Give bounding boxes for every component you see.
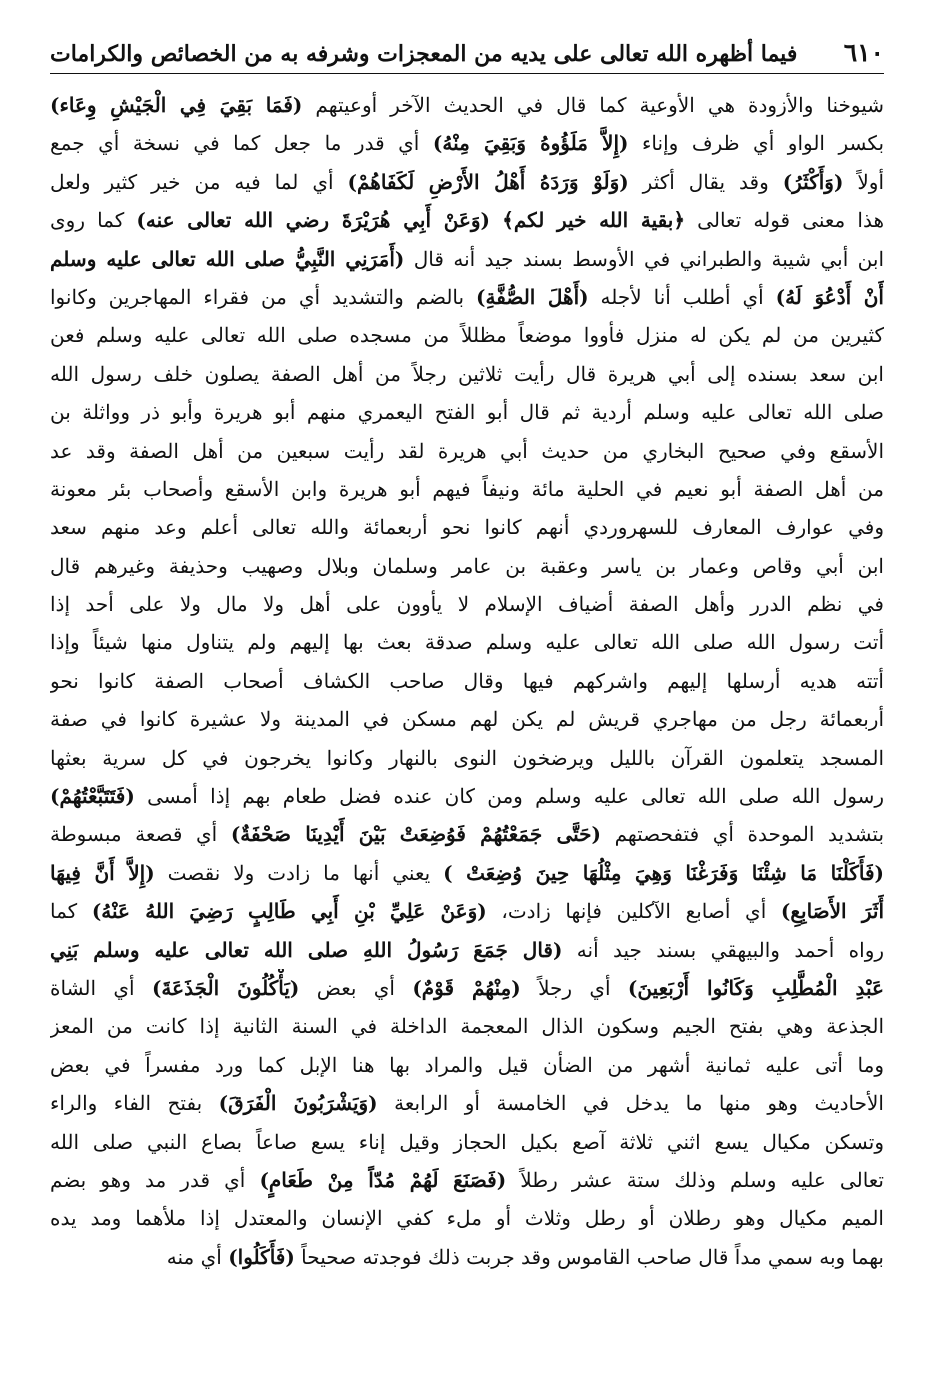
commentary-text: ابن سعد بسنده إلى أبي هريرة قال رأيت ثلاثين رجلاً من أهل الصفة يصلون خلف رسول الله	[50, 361, 884, 386]
commentary-text: في نظم الدرر وأهل الصفة أضياف الإسلام لا يأوون على أهل ولا مال ولا على أحد إذا	[50, 592, 884, 617]
commentary-text: أتت رسول الله صلى الله تعالى عليه وسلم صدقة بعث بها إليهم ولم يتناول منها شيئاً وإذا	[50, 630, 884, 655]
commentary-text: كما روى	[50, 208, 137, 233]
commentary-text: رواه أحمد والبيهقي بسند جيد أنه	[562, 937, 884, 962]
quoted-text: (فَأَكَلْنَا مَا شِئْنَا وَفَرَغْنَا وَهِيَ مِثْلُهَا حِينَ وُضِعَتْ )	[443, 860, 884, 885]
commentary-text: ابن أبي وقاص وعمار بن ياسر وعقبة بن عامر وسلمان وبلال وصهيب وحذيفة وغيرهم قال	[50, 553, 884, 578]
page-number: ٦١٠	[843, 38, 884, 67]
text-line	[50, 1161, 884, 1199]
commentary-text: أي الشاة	[50, 975, 152, 1000]
commentary-text: بهما وبه سمي مداً قال صاحب القاموس وقد جربت ذلك فوجدته صحيحاً	[294, 1244, 884, 1269]
text-line	[50, 355, 884, 393]
commentary-text	[490, 208, 502, 232]
quoted-text: (وَعَنْ أَبِي هُرَيْرَةَ رضي الله تعالى عنه)	[136, 208, 490, 233]
commentary-text: بفتح الفاء والراء	[50, 1091, 219, 1116]
commentary-text: وقد يقال أكثر	[628, 169, 783, 194]
commentary-text: كثيرين من لم يكن له منزل فأووا موضعاً مظللاً من مسجده صلى الله تعالى عليه وسلم فعن	[50, 323, 884, 348]
quoted-text: (وَأَكْثَرُ)	[782, 169, 844, 194]
quoted-text: (فَأَكَلُوا)	[228, 1244, 295, 1269]
quoted-text: (أَهْلَ الصُّفَّةِ)	[476, 284, 589, 309]
text-line	[50, 1007, 884, 1045]
commentary-text: ابن أبي شيبة والطبراني في الأوسط بسند جيد أنه قال	[404, 246, 884, 271]
commentary-text: أي قدر ما جعل كما في نسخة أي جمع	[50, 131, 433, 156]
text-line	[50, 1238, 884, 1276]
commentary-text: أتته هديه أرسلها إليهم واشركهم فيها وقال صاحب الكشاف أصحاب الصفة كانوا نحو	[50, 668, 884, 693]
quoted-text: (مِنْهُمْ قَوْمٌ)	[412, 975, 521, 1000]
commentary-text: وفي عوارف المعارف للسهروردي أنهم كانوا نحو أربعمائة والله تعالى أعلم وعد منهم سعد	[50, 515, 884, 540]
quoted-text: (فَتَتَبَّعْتُهُمْ)	[50, 784, 135, 809]
commentary-text: المسجد يتعلمون القرآن بالليل ويرضخون النوى بالنهار وكانوا يخرجون في كل سرية بعثها	[50, 745, 884, 770]
text-line	[50, 892, 884, 930]
commentary-text: تعالى عليه وسلم وذلك ستة عشر رطلاً	[506, 1167, 884, 1192]
commentary-text: هذا معنى قوله تعالى	[685, 208, 884, 233]
commentary-text: بالضم والتشديد أي من فقراء المهاجرين وكانوا	[50, 284, 477, 309]
quoted-text: (فَمَا بَقِيَ فِي الْجَيْشِ وِعَاء)	[50, 93, 303, 117]
text-line	[50, 432, 884, 470]
commentary-text: وتسكن مكيال يسع اثني ثلاثة آصع بكيل الحجاز وقيل إناء يسع صاعاً بصاع النبي صلى الله	[50, 1129, 884, 1154]
quoted-text: ﴿بقية الله خير لكم﴾	[502, 208, 686, 233]
text-line	[50, 1046, 884, 1084]
commentary-text: كما	[50, 899, 92, 924]
commentary-text: أي رجلاً	[520, 975, 628, 1000]
commentary-text: بكسر الواو أي ظرف وإناء	[628, 131, 884, 156]
commentary-text: أي لما فيه من خير كثير ولعل	[50, 169, 348, 194]
quoted-text: عَبْدِ الْمُطَّلِبِ وَكَانُوا أَرْبَعِينَ)	[627, 975, 884, 1000]
text-line	[50, 86, 884, 124]
commentary-text: شيوخنا والأزودة هي الأوعية كما قال في الحديث الآخر أوعيتهم	[302, 93, 884, 117]
text-line	[50, 124, 884, 162]
quoted-text: (فَصَنَعَ لَهُمْ مُدّاً مِنْ طَعَامٍ)	[259, 1167, 507, 1192]
text-line	[50, 739, 884, 777]
text-line	[50, 240, 884, 278]
text-line	[50, 662, 884, 700]
quoted-text: (إِلاَّ أَنَّ فِيهَا	[50, 860, 155, 885]
commentary-text: رسول الله صلى الله تعالى عليه وسلم ومن كان عنده فضل طعام بهم إذا أمسى	[134, 784, 884, 809]
text-line	[50, 393, 884, 431]
quoted-text: (وَلَوْ وَرَدَهُ أَهْلُ الأَرْضِ لَكَفَاهُمْ)	[347, 169, 629, 194]
commentary-text: أي قدر مد وهو بضم	[50, 1167, 260, 1192]
commentary-text: الميم مكيال وهو رطلان أو رطل وثلاث أو ملء كفي الإنسان والمعتدل إذا ملأهما ومد يده	[50, 1206, 884, 1231]
text-line	[50, 1123, 884, 1161]
commentary-text: وما أتى عليه ثمانية أشهر من الضأن قيل والمراد بها هنا الإبل كما ورد مفسراً في بعض	[50, 1052, 884, 1077]
body-text	[50, 86, 884, 1276]
quoted-text: (يَأْكُلُونَ الْجَذَعَةَ)	[151, 975, 300, 1000]
commentary-text: الجذعة وهي بفتح الجيم وسكون الذال المعجمة الداخلة في السنة الثانية إذا كانت من المعز	[50, 1014, 884, 1039]
text-line	[50, 508, 884, 546]
text-line	[50, 623, 884, 661]
quoted-text: أَثَرَ الأَصَابِعِ)	[780, 899, 884, 924]
text-line	[50, 700, 884, 738]
text-line	[50, 201, 884, 239]
quoted-text: (إِلاَّ مَلَؤُوهُ وَبَقِيَ مِنْهُ)	[432, 131, 629, 156]
text-line	[50, 931, 884, 969]
commentary-text: أولاً	[843, 169, 884, 194]
text-line	[50, 854, 884, 892]
commentary-text: يعني أنها ما زادت ولا نقصت	[154, 860, 444, 885]
quoted-text: (وَيَشْرَبُونَ الْفَرَقَ)	[218, 1091, 378, 1116]
commentary-text: أي بعض	[299, 975, 413, 1000]
commentary-text: أي أصابع الآكلين فإنها زادت،	[486, 899, 781, 924]
commentary-text: من أهل الصفة أبو نعيم في الحلية مائة ونيفاً فيهم أبو هريرة وابن الأسقع وأصحاب بئر معونة	[50, 476, 884, 501]
text-line	[50, 1199, 884, 1237]
commentary-text: أي أطلب أنا لأجله	[588, 284, 776, 309]
text-line	[50, 316, 884, 354]
commentary-text: أي قصعة مبسوطة	[50, 822, 231, 847]
text-line	[50, 777, 884, 815]
commentary-text: الأسقع وفي صحيح البخاري من حديث أبي هريرة لقد رأيت سبعين من أهل الصفة وقد عد	[50, 438, 884, 463]
text-line	[50, 470, 884, 508]
quoted-text: (قال جَمَعَ رَسُولُ اللهِ صلى الله تعالى عليه وسلم بَنِي	[50, 937, 563, 962]
running-title: فيما أظهره الله تعالى على يديه من المعجزات وشرفه به من الخصائص والكرامات	[50, 41, 798, 67]
text-line	[50, 1084, 884, 1122]
text-line	[50, 585, 884, 623]
text-line	[50, 278, 884, 316]
commentary-text: صلى الله تعالى عليه وسلم أردية ثم قال أبو الفتح اليعمري منهم أبو هريرة وأبو ذر وواثلة بن	[50, 400, 884, 425]
text-line	[50, 547, 884, 585]
text-line	[50, 969, 884, 1007]
commentary-text: أي منه	[166, 1244, 229, 1269]
page-header	[50, 22, 884, 74]
commentary-text: أربعمائة رجل من مهاجري قريش لم يكن لهم مسكن في المدينة ولا عشيرة كانوا في صفة	[50, 707, 884, 732]
quoted-text: أَنْ أَدْعُوَ لَهُ)	[775, 284, 884, 309]
quoted-text: (أَمَرَنِي النَّبِيُّ صلى الله تعالى عليه وسلم	[50, 246, 405, 271]
text-line	[50, 815, 884, 853]
commentary-text: بتشديد الموحدة أي فتفحصتهم	[601, 822, 884, 847]
commentary-text: الأحاديث وهو منها ما يدخل في الخامسة أو الرابعة	[377, 1091, 884, 1116]
quoted-text: (وَعَنْ عَلِيِّ بْنِ أَبِي طَالِبٍ رَضِيَ اللهُ عَنْهُ)	[91, 899, 487, 924]
quoted-text: (حَتَّى جَمَعْتُهُمْ فَوُضِعَتْ بَيْنَ أَيْدِينَا صَحْفَةٌ)	[230, 822, 602, 847]
text-line	[50, 163, 884, 201]
